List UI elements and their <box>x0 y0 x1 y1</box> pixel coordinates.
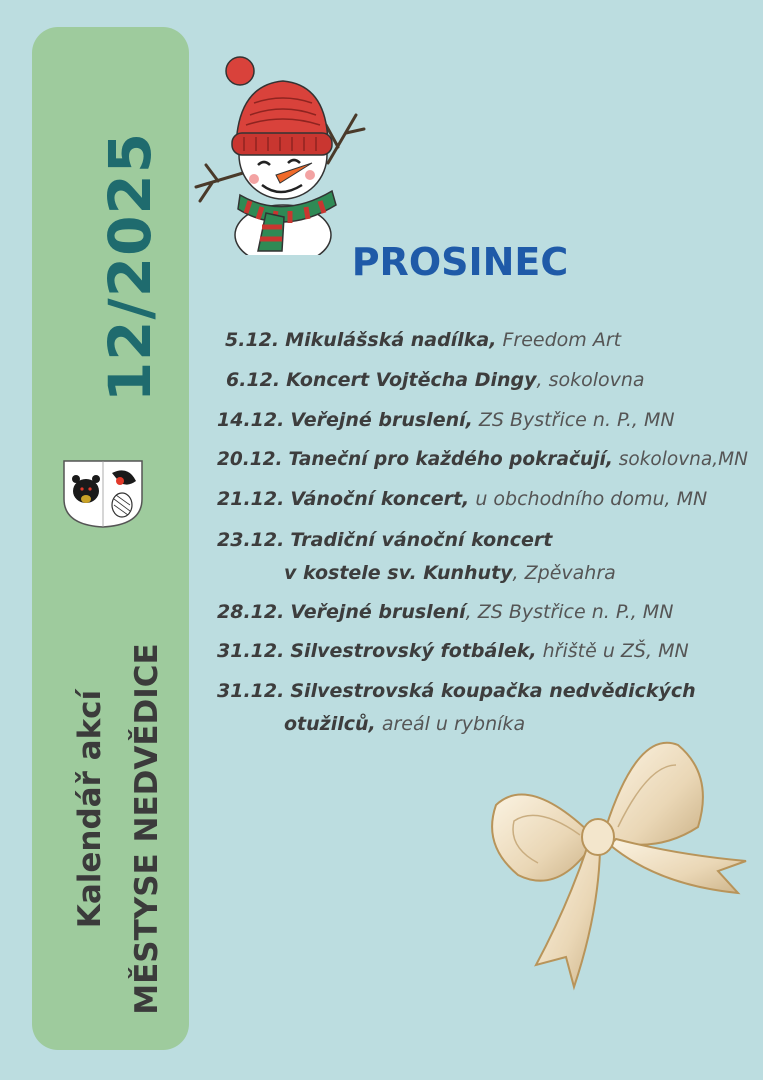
event-item: 31.12. Silvestrovský fotbálek, hřiště u ZŠ, MN <box>217 640 689 662</box>
calendar-title-line2: MĚSTYSE NEDVĚDICE <box>129 643 165 1015</box>
snowman-illustration <box>188 55 373 255</box>
event-item-continuation: otužilců, areál u rybníka <box>284 713 526 735</box>
event-item: 20.12. Taneční pro každého pokračují, sokolovna,MN <box>217 449 748 470</box>
event-item-continuation: v kostele sv. Kunhuty, Zpěvahra <box>284 562 616 584</box>
event-item: 6.12. Koncert Vojtěcha Dingy, sokolovna <box>226 369 645 391</box>
event-item: 23.12. Tradiční vánoční koncert <box>217 529 553 551</box>
calendar-title-line1: Kalendář akcí <box>72 689 108 929</box>
event-item: 21.12. Vánoční koncert, u obchodního domu, MN <box>217 488 708 510</box>
period-label: 12/2025 <box>96 131 164 403</box>
month-heading: PROSINEC <box>351 240 569 284</box>
crest-icon <box>62 459 144 529</box>
event-item: 14.12. Veřejné bruslení, ZS Bystřice n. P., MN <box>217 409 675 431</box>
ribbon-bow-illustration <box>488 735 750 995</box>
event-item: 31.12. Silvestrovská koupačka nedvědických <box>217 680 696 702</box>
event-item: 5.12. Mikulášská nadílka, Freedom Art <box>225 329 622 351</box>
event-item: 28.12. Veřejné bruslení, ZS Bystřice n. P., MN <box>217 601 674 623</box>
sidebar-panel <box>32 27 189 1050</box>
